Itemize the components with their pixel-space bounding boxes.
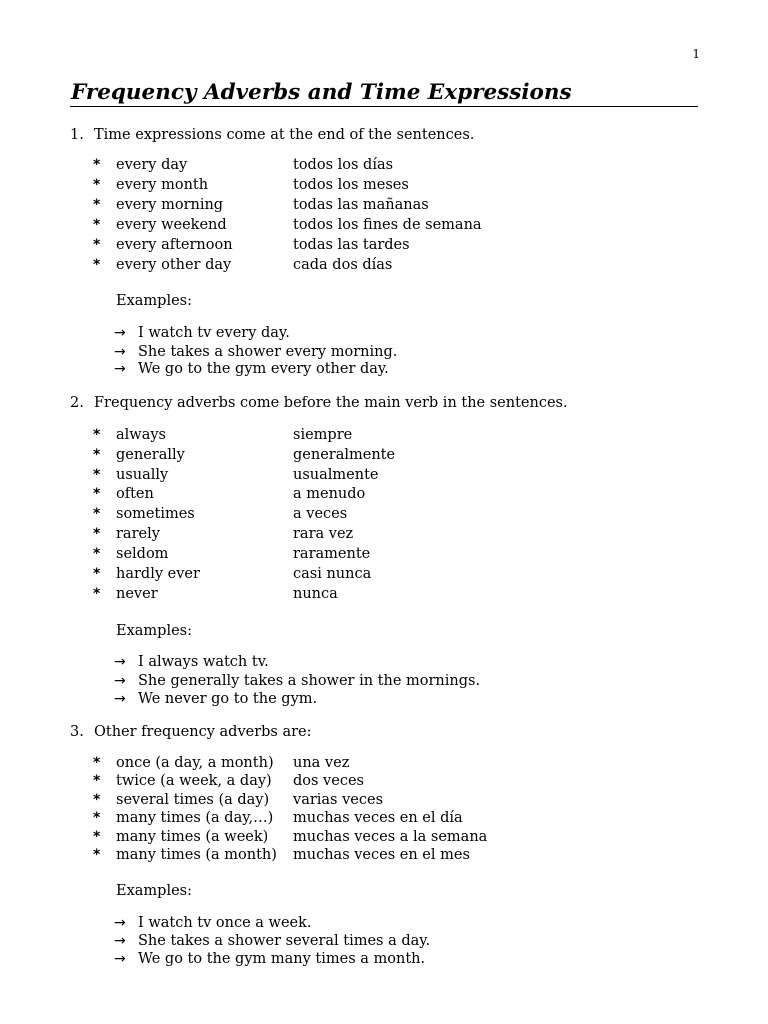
bullet-icon: * bbox=[93, 177, 101, 193]
english-term: never bbox=[116, 586, 158, 602]
bullet-icon: * bbox=[93, 829, 101, 845]
bullet-icon: * bbox=[93, 157, 101, 173]
spanish-term: rara vez bbox=[293, 526, 354, 542]
spanish-term: nunca bbox=[293, 586, 338, 602]
spanish-term: una vez bbox=[293, 755, 350, 771]
spanish-term: dos veces bbox=[293, 773, 364, 789]
english-term: hardly ever bbox=[116, 566, 200, 582]
bullet-icon: * bbox=[93, 847, 101, 863]
bullet-icon: * bbox=[93, 755, 101, 771]
spanish-term: a menudo bbox=[293, 486, 366, 502]
spanish-term: muchas veces a la semana bbox=[293, 829, 488, 845]
spanish-term: muchas veces en el mes bbox=[293, 847, 470, 863]
bullet-icon: * bbox=[93, 586, 101, 602]
spanish-term: muchas veces en el día bbox=[293, 810, 463, 826]
example-sentence: She takes a shower several times a day. bbox=[138, 933, 431, 949]
english-term: generally bbox=[116, 447, 185, 463]
bullet-icon: * bbox=[93, 467, 101, 483]
english-term: every day bbox=[116, 157, 188, 173]
bullet-icon: * bbox=[93, 810, 101, 826]
section-heading: Other frequency adverbs are: bbox=[94, 724, 312, 740]
spanish-term: todos los meses bbox=[293, 177, 409, 193]
spanish-term: cada dos días bbox=[293, 257, 393, 273]
example-sentence: I watch tv every day. bbox=[138, 325, 290, 341]
spanish-term: siempre bbox=[293, 427, 353, 443]
example-sentence: She takes a shower every morning. bbox=[138, 344, 398, 360]
english-term: rarely bbox=[116, 526, 160, 542]
english-term: always bbox=[116, 427, 166, 443]
bullet-icon: * bbox=[93, 506, 101, 522]
english-term: every other day bbox=[116, 257, 232, 273]
arrow-icon: → bbox=[114, 361, 126, 377]
example-sentence: We never go to the gym. bbox=[138, 691, 318, 707]
english-term: every weekend bbox=[116, 217, 227, 233]
english-term: twice (a week, a day) bbox=[116, 773, 272, 789]
english-term: every afternoon bbox=[116, 237, 233, 253]
bullet-icon: * bbox=[93, 257, 101, 273]
title-rule bbox=[70, 106, 698, 107]
example-sentence: She generally takes a shower in the mornings. bbox=[138, 673, 481, 689]
example-sentence: I watch tv once a week. bbox=[138, 915, 312, 931]
spanish-term: raramente bbox=[293, 546, 371, 562]
section-heading: Time expressions come at the end of the sentences. bbox=[94, 127, 475, 143]
spanish-term: varias veces bbox=[293, 792, 384, 808]
bullet-icon: * bbox=[93, 546, 101, 562]
examples-label: Examples: bbox=[116, 883, 192, 899]
section-number: 2. bbox=[70, 395, 84, 411]
arrow-icon: → bbox=[114, 673, 126, 689]
english-term: sometimes bbox=[116, 506, 195, 522]
example-sentence: We go to the gym every other day. bbox=[138, 361, 389, 377]
spanish-term: casi nunca bbox=[293, 566, 372, 582]
english-term: many times (a week) bbox=[116, 829, 269, 845]
english-term: many times (a month) bbox=[116, 847, 277, 863]
page-number: 1 bbox=[692, 47, 700, 61]
bullet-icon: * bbox=[93, 197, 101, 213]
bullet-icon: * bbox=[93, 427, 101, 443]
spanish-term: usualmente bbox=[293, 467, 379, 483]
arrow-icon: → bbox=[114, 951, 126, 967]
bullet-icon: * bbox=[93, 217, 101, 233]
examples-label: Examples: bbox=[116, 293, 192, 309]
english-term: many times (a day,…) bbox=[116, 810, 274, 826]
bullet-icon: * bbox=[93, 566, 101, 582]
section-number: 1. bbox=[70, 127, 84, 143]
english-term: several times (a day) bbox=[116, 792, 270, 808]
example-sentence: We go to the gym many times a month. bbox=[138, 951, 426, 967]
spanish-term: todos los días bbox=[293, 157, 394, 173]
bullet-icon: * bbox=[93, 447, 101, 463]
english-term: usually bbox=[116, 467, 169, 483]
bullet-icon: * bbox=[93, 792, 101, 808]
arrow-icon: → bbox=[114, 344, 126, 360]
bullet-icon: * bbox=[93, 526, 101, 542]
arrow-icon: → bbox=[114, 325, 126, 341]
english-term: every month bbox=[116, 177, 209, 193]
bullet-icon: * bbox=[93, 486, 101, 502]
spanish-term: todas las mañanas bbox=[293, 197, 429, 213]
section-number: 3. bbox=[70, 724, 84, 740]
document-title: Frequency Adverbs and Time Expressions bbox=[71, 80, 572, 105]
arrow-icon: → bbox=[114, 933, 126, 949]
spanish-term: generalmente bbox=[293, 447, 396, 463]
arrow-icon: → bbox=[114, 654, 126, 670]
spanish-term: a veces bbox=[293, 506, 348, 522]
spanish-term: todos los fines de semana bbox=[293, 217, 482, 233]
examples-label: Examples: bbox=[116, 623, 192, 639]
bullet-icon: * bbox=[93, 773, 101, 789]
arrow-icon: → bbox=[114, 691, 126, 707]
english-term: often bbox=[116, 486, 154, 502]
spanish-term: todas las tardes bbox=[293, 237, 410, 253]
bullet-icon: * bbox=[93, 237, 101, 253]
english-term: once (a day, a month) bbox=[116, 755, 274, 771]
example-sentence: I always watch tv. bbox=[138, 654, 269, 670]
section-heading: Frequency adverbs come before the main verb in the sentences. bbox=[94, 395, 568, 411]
english-term: seldom bbox=[116, 546, 169, 562]
english-term: every morning bbox=[116, 197, 224, 213]
arrow-icon: → bbox=[114, 915, 126, 931]
